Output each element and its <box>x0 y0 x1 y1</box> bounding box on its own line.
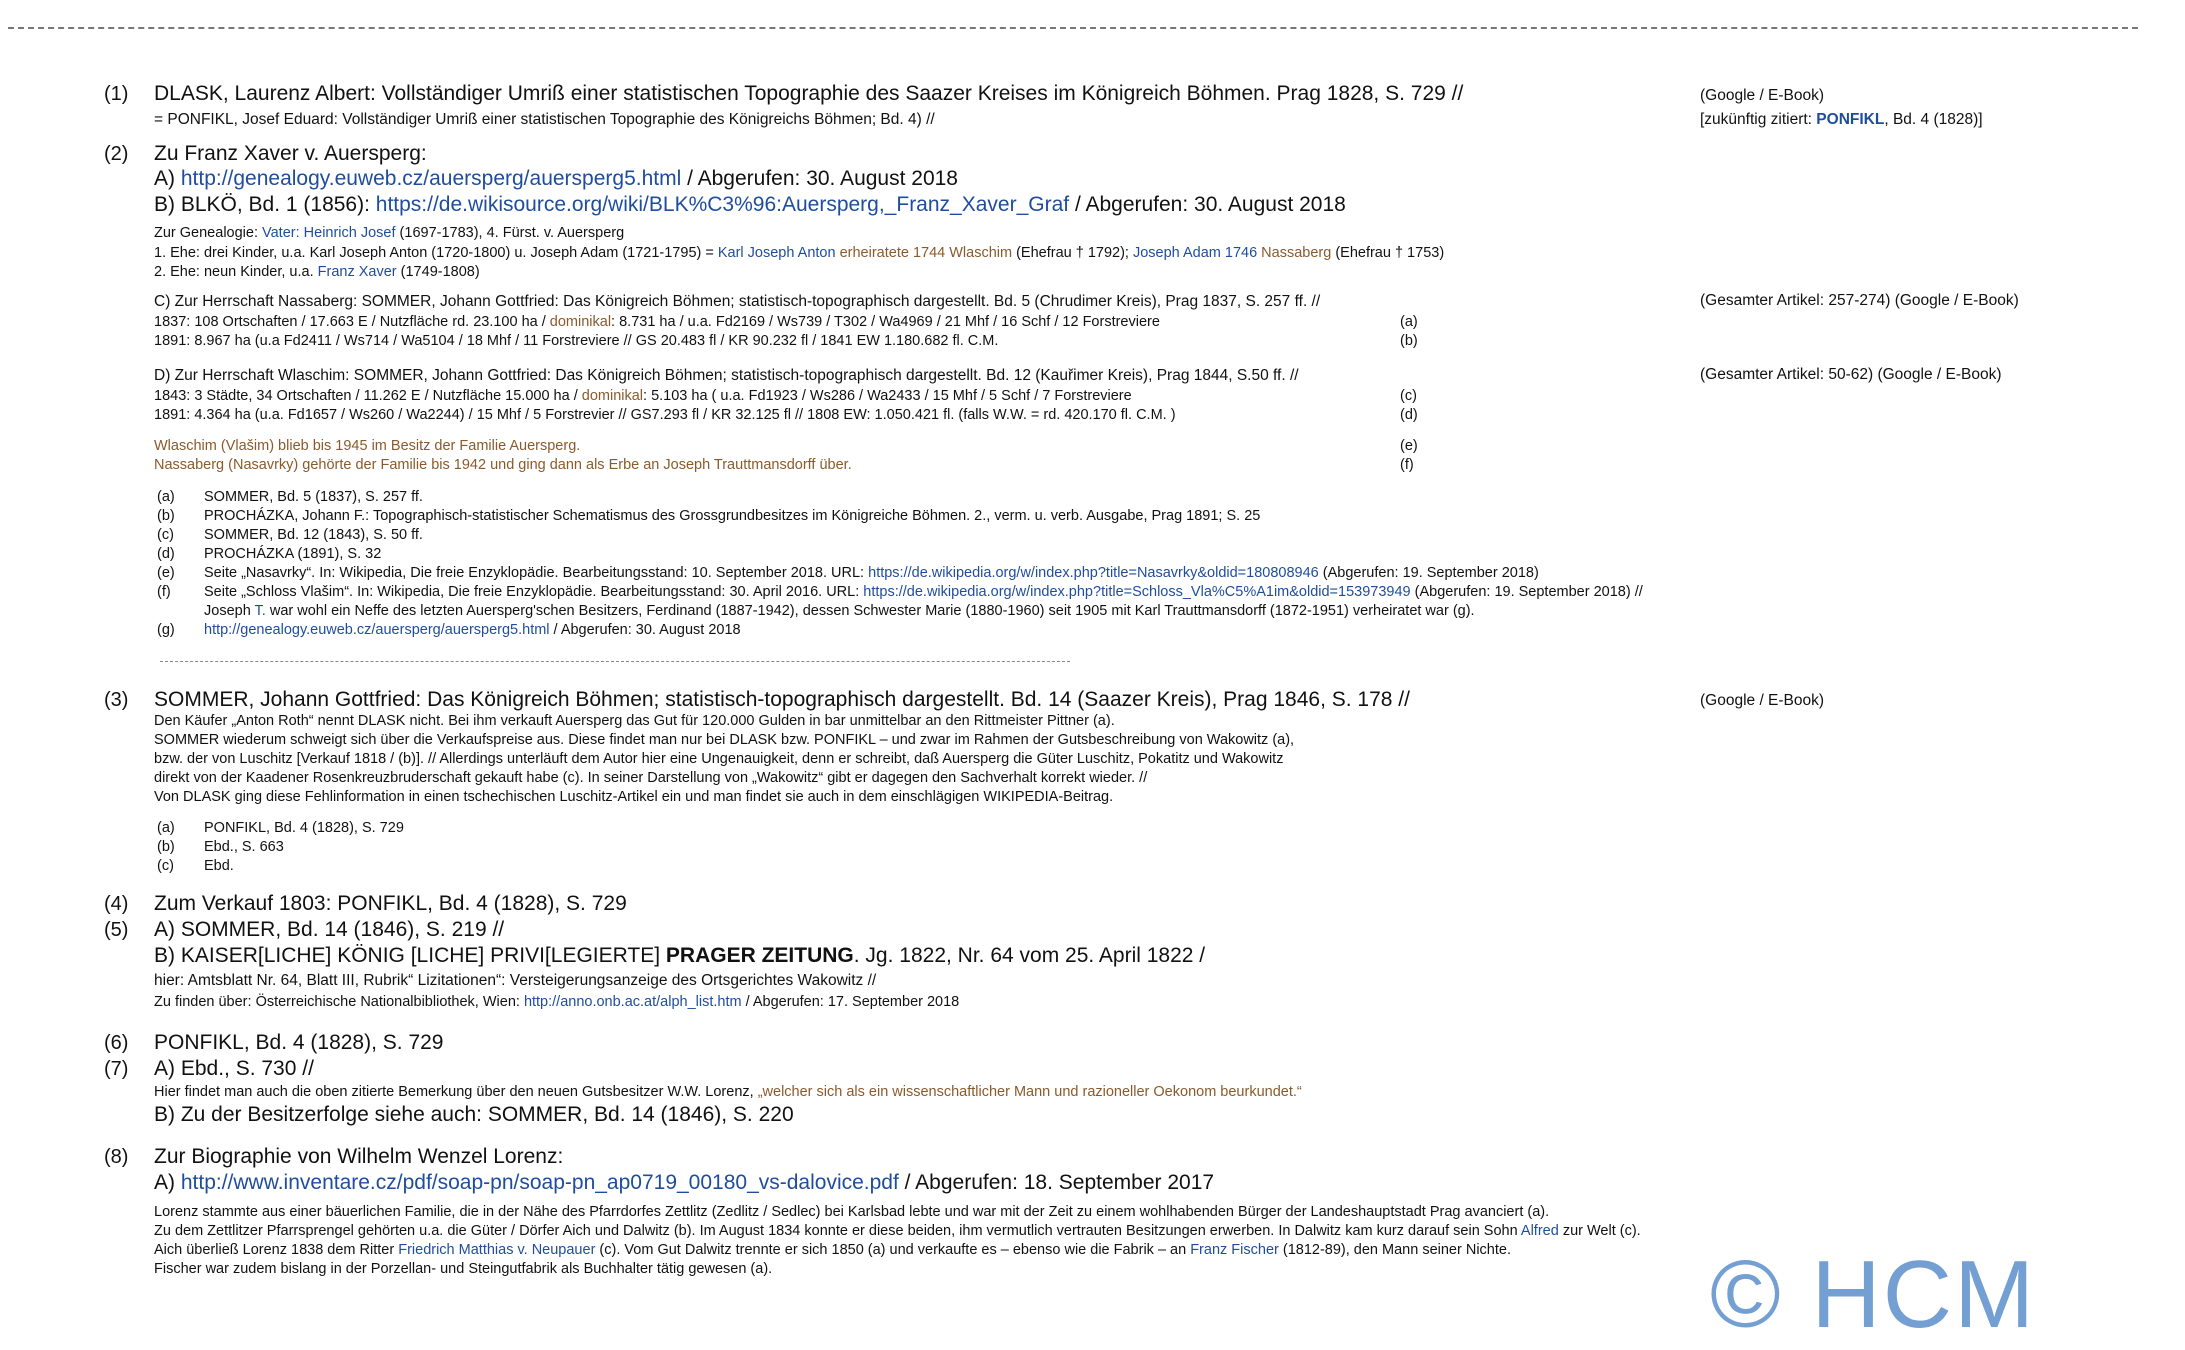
source-note: (Gesamter Artikel: 257-274) (Google / E-Book) <box>1700 292 2019 309</box>
ref-key: (a) <box>157 489 175 505</box>
ref-key: (d) <box>157 546 175 562</box>
footnote-number: (6) <box>104 1032 129 1054</box>
ref-key: (e) <box>157 565 175 581</box>
genealogy-line: 1. Ehe: drei Kinder, u.a. Karl Joseph Anton (1720-1800) u. Joseph Adam (1721-1795) = Karl Joseph Anton erheiratete 1744 Wlaschim (Ehefrau † 1792); Joseph Adam 1746 Nassaberg (Ehefrau † 1753) <box>154 245 1445 261</box>
copyright-watermark: © HCM <box>1710 1241 2037 1348</box>
subsection-heading: C) Zur Herrschaft Nassaberg: SOMMER, Johann Gottfried: Das Königreich Böhmen; statistisch-topographisch dargestellt. Bd. 5 (Chrudimer Kreis), Prag 1837, S. 257 ff. // <box>154 293 1321 310</box>
paragraph-line: Von DLASK ging diese Fehlinformation in einen tschechischen Luschitz-Artikel ein und man findet sie auch in dem einschlägigen WIKIPEDIA-Beitrag. <box>154 789 1114 805</box>
link[interactable]: https://de.wikisource.org/wiki/BLK%C3%96:Auersperg,_Franz_Xaver_Graf <box>375 193 1070 216</box>
footnote-heading: SOMMER, Johann Gottfried: Das Königreich Böhmen; statistisch-topographisch dargestellt. Bd. 14 (Saazer Kreis), Prag 1846, S. 178 // <box>154 688 1410 711</box>
link[interactable]: http://www.inventare.cz/pdf/soap-pn/soap-pn_ap0719_00180_vs-dalovice.pdf <box>180 1171 899 1194</box>
link[interactable]: http://genealogy.euweb.cz/auersperg/auersperg5.html <box>204 622 550 638</box>
footnote-heading: Zu Franz Xaver v. Auersperg: <box>154 142 427 165</box>
ref-marker: (d) <box>1400 407 1418 423</box>
paragraph-line: Den Käufer „Anton Roth“ nennt DLASK nicht. Bei ihm verkauft Auersperg das Gut für 120.000 Gulden in bar unmittelbar an den Rittmeister Pittner (a). <box>154 713 1115 729</box>
ref-marker: (b) <box>1400 333 1418 349</box>
footnote-text: PONFIKL, Bd. 4 (1828), S. 729 <box>154 1031 444 1054</box>
paragraph-line: bzw. der von Luschitz [Verkauf 1818 / (b)]. // Allerdings unterläuft dem Autor hier eine Ungenauigkeit, denn er schreibt, daß Auersperg die Güter Luschitz, Pokatitz und Wakowitz <box>154 751 1284 767</box>
note-line: Wlaschim (Vlašim) blieb bis 1945 im Besitz der Familie Auersperg. <box>154 438 581 454</box>
ref-text: Seite „Schloss Vlašim“. In: Wikipedia, Die freie Enzyklopädie. Bearbeitungsstand: 30. April 2016. URL: https://de.wikipedia.org/w/index.php?title=Schloss_Vla%C5%A1im&oldid=153973949 (Abgerufen: 19. September 2018) // <box>204 584 1643 600</box>
genealogy-line: 2. Ehe: neun Kinder, u.a. Franz Xaver (1749-1808) <box>154 264 480 280</box>
source-note: (Google / E-Book) <box>1700 87 1825 104</box>
data-line: 1843: 3 Städte, 34 Ortschaften / 11.262 E / Nutzfläche 15.000 ha / dominikal: 5.103 ha ( u.a. Fd1923 / Ws286 / Wa2433 / 15 Mhf / 5 Schf / 7 Forstreviere <box>154 388 1132 404</box>
ref-text: SOMMER, Bd. 5 (1837), S. 257 ff. <box>204 489 423 505</box>
source-note: (Google / E-Book) <box>1700 692 1825 709</box>
ref-text: PONFIKL, Bd. 4 (1828), S. 729 <box>204 820 404 836</box>
subsection-heading: D) Zur Herrschaft Wlaschim: SOMMER, Johann Gottfried: Das Königreich Böhmen; statistisch-topographisch dargestellt. Bd. 12 (Kauřimer Kreis), Prag 1844, S.50 ff. // <box>154 367 1299 384</box>
footnote-number: (2) <box>104 143 129 165</box>
footnote-text: Hier findet man auch die oben zitierte Bemerkung über den neuen Gutsbesitzer W.W. Lorenz, „welcher sich als ein wissenschaftlicher Mann und razioneller Oekonom beurkundet.“ <box>154 1084 1302 1100</box>
ref-key: (c) <box>157 527 174 543</box>
footnote-number: (4) <box>104 893 129 915</box>
ref-marker: (a) <box>1400 314 1418 330</box>
link[interactable]: https://de.wikipedia.org/w/index.php?title=Nasavrky&oldid=180808946 <box>868 565 1319 581</box>
ref-text: http://genealogy.euweb.cz/auersperg/auersperg5.html / Abgerufen: 30. August 2018 <box>204 622 741 638</box>
footnote-text: Zum Verkauf 1803: PONFIKL, Bd. 4 (1828), S. 729 <box>154 892 627 915</box>
ref-marker: (f) <box>1400 457 1414 473</box>
paragraph-line: Aich überließ Lorenz 1838 dem Ritter Friedrich Matthias v. Neupauer (c). Vom Gut Dalwitz trennte er sich 1850 (a) und verkaufte es – ebenso wie die Fabrik – an Franz Fischer (1812-89), den Mann seiner Nichte. <box>154 1242 1511 1258</box>
ref-text: Seite „Nasavrky“. In: Wikipedia, Die freie Enzyklopädie. Bearbeitungsstand: 10. September 2018. URL: https://de.wikipedia.org/w/index.php?title=Nasavrky&oldid=180808946 (Abgerufen: 19. September 2018) <box>204 565 1539 581</box>
ref-marker: (e) <box>1400 438 1418 454</box>
footnote-heading: Zur Biographie von Wilhelm Wenzel Lorenz: <box>154 1145 564 1168</box>
cite-note: [zukünftig zitiert: PONFIKL, Bd. 4 (1828)] <box>1700 111 1983 128</box>
ref-key: (b) <box>157 508 175 524</box>
footnote-text: B) KAISER[LICHE] KÖNIG [LICHE] PRIVI[LEGIERTE] PRAGER ZEITUNG. Jg. 1822, Nr. 64 vom 25. April 1822 / <box>154 944 1206 967</box>
ref-key: (b) <box>157 839 175 855</box>
ref-key: (a) <box>157 820 175 836</box>
footnote-line: B) BLKÖ, Bd. 1 (1856): https://de.wikisource.org/wiki/BLK%C3%96:Auersperg,_Franz_Xaver_Graf / Abgerufen: 30. August 2018 <box>154 193 1346 216</box>
data-line: 1891: 8.967 ha (u.a Fd2411 / Ws714 / Wa5104 / 18 Mhf / 11 Forstreviere // GS 20.483 fl / KR 90.232 fl / 1841 EW 1.180.682 fl. C.M. <box>154 333 999 349</box>
footnote-line: A) http://genealogy.euweb.cz/auersperg/auersperg5.html / Abgerufen: 30. August 2018 <box>154 167 958 190</box>
ref-text: PROCHÁZKA (1891), S. 32 <box>204 546 382 562</box>
footnote-number: (1) <box>104 83 129 105</box>
footnote-text: Zu finden über: Österreichische Nationalbibliothek, Wien: http://anno.onb.ac.at/alph_list.htm / Abgerufen: 17. September 2018 <box>154 994 960 1010</box>
paragraph-line: Fischer war zudem bislang in der Porzellan- und Steingutfabrik als Buchhalter tätig gewesen (a). <box>154 1261 773 1277</box>
link[interactable]: http://anno.onb.ac.at/alph_list.htm <box>523 994 742 1010</box>
footnote-number: (5) <box>104 919 129 941</box>
paragraph-line: direkt von der Kaadener Rosenkreuzbruderschaft gekauft habe (c). In seiner Darstellung von „Wakowitz“ gibt er dagegen den Sachverhalt korrekt wieder. // <box>154 770 1148 786</box>
source-note: (Gesamter Artikel: 50-62) (Google / E-Book) <box>1700 366 2002 383</box>
paragraph-line: Lorenz stammte aus einer bäuerlichen Familie, die in der Nähe des Pfarrdorfes Zettlitz (Zedlitz / Sedlec) bei Karlsbad lebte und war mit der Zeit zu einem wohlhabenden Bürger der Landeshauptstadt Prag avanciert (a). <box>154 1204 1550 1220</box>
ref-text: Ebd., S. 663 <box>204 839 284 855</box>
ref-marker: (c) <box>1400 388 1417 404</box>
link[interactable]: https://de.wikipedia.org/w/index.php?title=Schloss_Vla%C5%A1im&oldid=153973949 <box>863 584 1411 600</box>
ref-key: (c) <box>157 858 174 874</box>
data-line: 1891: 4.364 ha (u.a. Fd1657 / Ws260 / Wa2244) / 15 Mhf / 5 Forstrevier // GS7.293 fl / KR 32.125 fl // 1808 EW: 1.050.421 fl. (falls W.W. = rd. 420.170 fl. C.M. ) <box>154 407 1176 423</box>
ref-key: (f) <box>157 584 171 600</box>
paragraph-line: Zu dem Zettlitzer Pfarrsprengel gehörten u.a. die Güter / Dörfer Aich und Dalwitz (b). Im August 1834 konnte er diese beiden, ihm vermutlich vertrauten Besitzungen erwerben. In Dalwitz kam kurz darauf sein Sohn Alfred zur Welt (c). <box>154 1223 1641 1239</box>
footnote-text: = PONFIKL, Josef Eduard: Vollständiger Umriß einer statistischen Topographie des Königreichs Böhmen; Bd. 4) // <box>154 111 935 128</box>
link[interactable]: http://genealogy.euweb.cz/auersperg/auersperg5.html <box>180 167 682 190</box>
data-line: 1837: 108 Ortschaften / 17.663 E / Nutzfläche rd. 23.100 ha / dominikal: 8.731 ha / u.a. Fd2169 / Ws739 / T302 / Wa4969 / 21 Mhf / 16 Schf / 12 Forstreviere <box>154 314 1160 330</box>
ref-key: (g) <box>157 622 175 638</box>
footnote-text: A) Ebd., S. 730 // <box>154 1057 314 1080</box>
footnote-text: hier: Amtsblatt Nr. 64, Blatt III, Rubrik“ Lizitationen“: Versteigerungsanzeige des Ortsgerichtes Wakowitz // <box>154 972 877 989</box>
footnote-text: DLASK, Laurenz Albert: Vollständiger Umriß einer statistischen Topographie des Saazer Kreises im Königreich Böhmen. Prag 1828, S. 729 // <box>154 82 1464 105</box>
section-divider <box>160 661 1070 662</box>
footnote-number: (7) <box>104 1058 129 1080</box>
footnote-number: (3) <box>104 689 129 711</box>
ref-text: PROCHÁZKA, Johann F.: Topographisch-statistischer Schematismus des Grossgrundbesitzes im Königreiche Böhmen. 2., verm. u. verb. Ausgabe, Prag 1891; S. 25 <box>204 508 1261 524</box>
ref-text: Joseph T. war wohl ein Neffe des letzten Auersperg'schen Besitzers, Ferdinand (1887-1942), dessen Schwester Marie (1880-1960) seit 1905 mit Karl Trauttmansdorff (1872-1951) verheiratet war (g). <box>204 603 1475 619</box>
paragraph-line: SOMMER wiederum schweigt sich über die Verkaufspreise aus. Diese findet man nur bei DLASK bzw. PONFIKL – und zwar im Rahmen der Gutsbeschreibung von Wakowitz (a), <box>154 732 1295 748</box>
ref-text: SOMMER, Bd. 12 (1843), S. 50 ff. <box>204 527 423 543</box>
footnote-text: A) SOMMER, Bd. 14 (1846), S. 219 // <box>154 918 505 941</box>
note-line: Nassaberg (Nasavrky) gehörte der Familie bis 1942 und ging dann als Erbe an Joseph Trauttmansdorff über. <box>154 457 852 473</box>
top-dashed-rule <box>8 27 2138 29</box>
ref-text: Ebd. <box>204 858 234 874</box>
genealogy-line: Zur Genealogie: Vater: Heinrich Josef (1697-1783), 4. Fürst. v. Auersperg <box>154 225 625 241</box>
footnote-text: B) Zu der Besitzerfolge siehe auch: SOMMER, Bd. 14 (1846), S. 220 <box>154 1103 794 1126</box>
footnote-line: A) http://www.inventare.cz/pdf/soap-pn/soap-pn_ap0719_00180_vs-dalovice.pdf / Abgerufen: 18. September 2017 <box>154 1171 1215 1194</box>
footnote-number: (8) <box>104 1146 129 1168</box>
